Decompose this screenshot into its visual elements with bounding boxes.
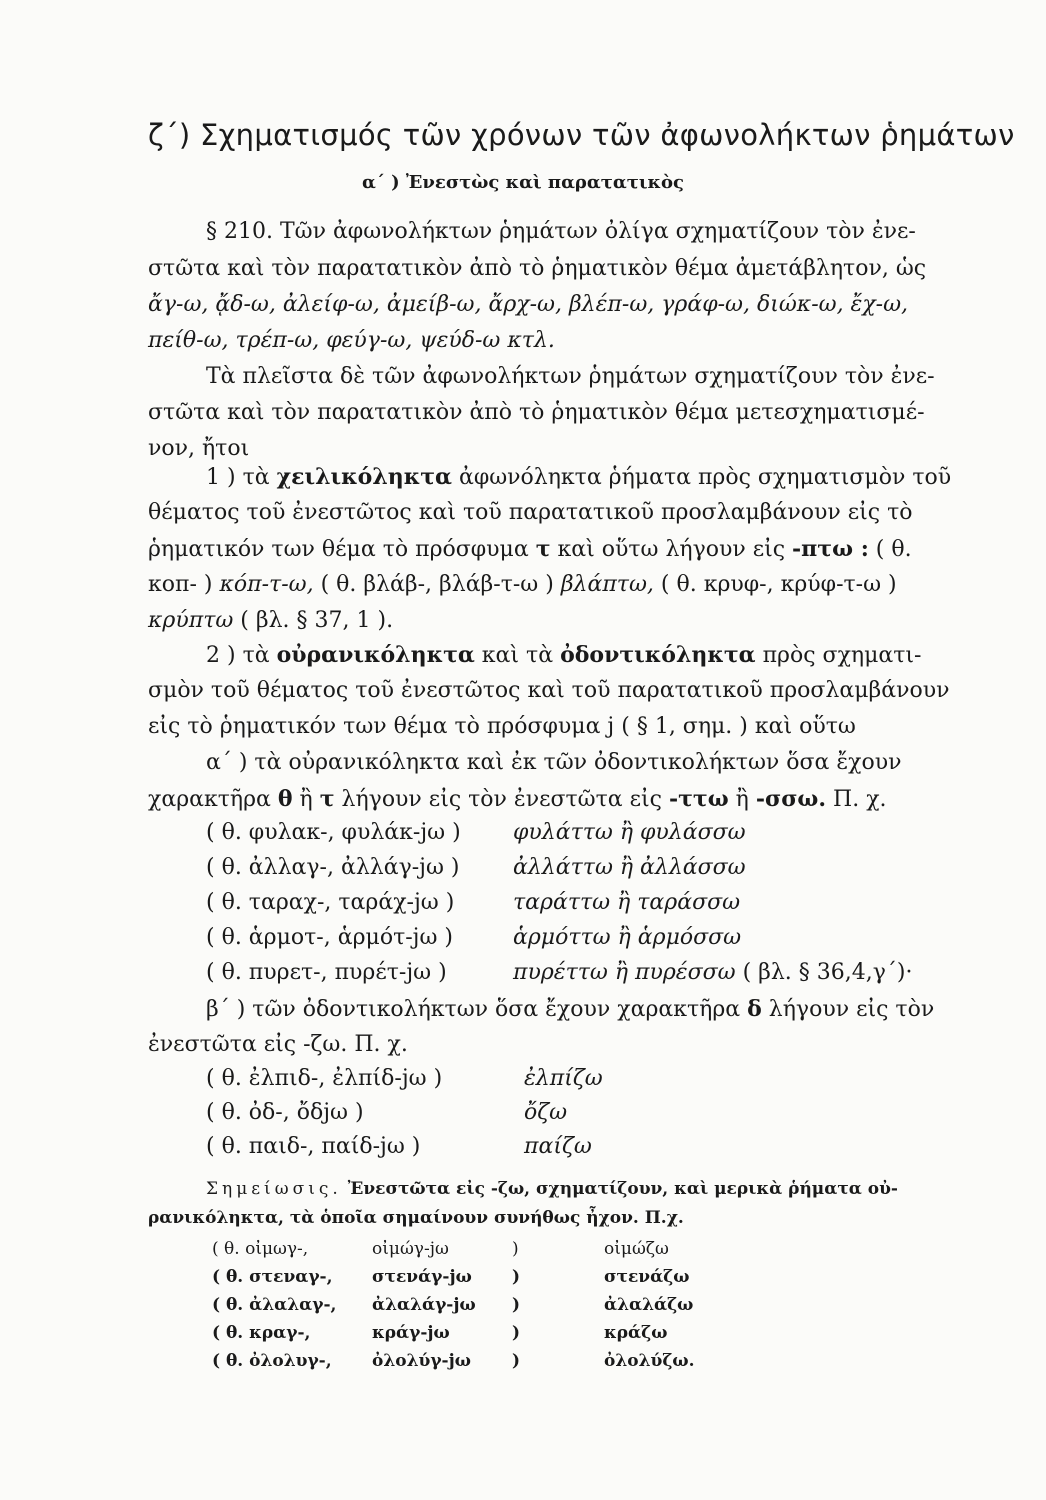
paren-cell: ) — [512, 1239, 519, 1259]
note-text: Ἐνεστῶτα εἰς -ζω, σχηματίζουν, καὶ μερικὰ ῥήματα οὐ- — [341, 1179, 898, 1199]
text-run: ( θ. κρυφ-, κρύφ-τ-ω ) — [653, 572, 897, 597]
result-cell: φυλάττω ἢ φυλάσσω — [513, 820, 746, 845]
table-row — [206, 888, 741, 918]
paragraph-line: θέματος τοῦ ἐνεστῶτος καὶ τοῦ παρατατικοῦ προσλαμβάνουν εἰς τὸ — [148, 500, 913, 525]
text-run: ( βλ. § 37, 1 ). — [233, 608, 394, 633]
text-run: ῥηματικόν των θέμα τὸ πρόσφυμα — [148, 537, 536, 562]
section-title: ζ΄) Σχηματισμός τῶν χρόνων τῶν ἀφωνολήκτων ῥημάτων — [148, 118, 1015, 152]
table-row — [206, 853, 746, 883]
paragraph-line — [206, 640, 921, 671]
paragraph-line: σμὸν τοῦ θέματος τοῦ ἐνεστῶτος καὶ τοῦ παρατατικοῦ προσλαμβάνουν — [148, 678, 950, 703]
paragraph-line: α΄ ) τὰ οὐρανικόληκτα καὶ ἐκ τῶν ὀδοντικολήκτων ὅσα ἔχουν — [206, 750, 902, 775]
paragraph-line — [148, 606, 393, 636]
table-row — [206, 818, 746, 848]
text-run: πρὸς σχηματι- — [755, 643, 922, 668]
note-line: ρανικόληκτα, τὰ ὁποῖα σημαίνουν συνήθως ἦχον. Π.χ. — [148, 1208, 684, 1228]
note-table-row — [212, 1236, 669, 1262]
paragraph-line — [206, 462, 951, 493]
theme-cell: ( θ. στεναγ-, — [212, 1267, 333, 1287]
italic-form: κόπ-τ-ω, — [219, 572, 314, 597]
bold-term: τ — [535, 536, 551, 562]
paragraph-line: νον, ἤτοι — [148, 436, 250, 461]
stem-cell: στενάγ-jω — [372, 1267, 472, 1287]
paragraph-line — [148, 570, 897, 600]
paragraph-line — [206, 994, 934, 1025]
paragraph-line: ἐνεστῶτα εἰς -ζω. Π. χ. — [148, 1032, 408, 1057]
note-table-row — [212, 1320, 668, 1346]
text-run: Π. χ. — [826, 787, 887, 812]
paragraph-line: στῶτα καὶ τὸν παρατατικὸν ἀπὸ τὸ ῥηματικὸν θέμα μετεσχηματισμέ- — [148, 400, 925, 425]
bold-term: οὐρανικόληκτα — [276, 642, 475, 668]
theme-cell: ( θ. ὀδ-, ὄδjω ) — [206, 1100, 364, 1125]
table-row — [206, 958, 913, 988]
result-cell: ἀλλάττω ἢ ἀλλάσσω — [513, 855, 746, 880]
italic-form: κρύπτω — [148, 608, 234, 633]
theme-cell: ( θ. οἰμωγ-, — [212, 1239, 309, 1259]
note-line — [206, 1176, 898, 1202]
result-cell: ἐλπίζω — [524, 1066, 603, 1091]
theme-cell: ( θ. πυρετ-, πυρέτ-jω ) — [206, 960, 447, 985]
text-run: κοπ- ) — [148, 572, 220, 597]
theme-cell: ( θ. φυλακ-, φυλάκ-jω ) — [206, 820, 461, 845]
paren-cell: ) — [512, 1295, 521, 1315]
italic-form: βλάπτω, — [560, 572, 654, 597]
stem-cell: ἀλαλάγ-jω — [372, 1295, 476, 1315]
text-run: λήγουν εἰς τὸν ἐνεστῶτα εἰς — [334, 787, 669, 812]
bold-term: τ — [319, 786, 335, 812]
theme-cell: ( θ. ἀλλαγ-, ἀλλάγ-jω ) — [206, 855, 460, 880]
result-cell: στενάζω — [604, 1267, 690, 1287]
paragraph-line — [148, 784, 887, 815]
bold-term: δ — [747, 996, 762, 1022]
result-cell: οἰμώζω — [604, 1239, 669, 1259]
note-label: Σημείωσις. — [206, 1179, 342, 1199]
theme-cell: ( θ. παιδ-, παίδ-jω ) — [206, 1134, 421, 1159]
note-table-row — [212, 1348, 695, 1374]
paragraph-line — [148, 534, 912, 565]
result-cell — [513, 958, 913, 988]
paren-cell: ) — [512, 1267, 521, 1287]
text-run: ἢ — [292, 787, 320, 812]
paragraph-line: πείθ-ω, τρέπ-ω, φεύγ-ω, ψεύδ-ω κτλ. — [148, 328, 555, 353]
result-cell: ταράττω ἢ ταράσσω — [513, 890, 741, 915]
result-cell: ἀλαλάζω — [604, 1295, 694, 1315]
bold-term: -πτω : — [792, 536, 869, 562]
paragraph-line: § 210. Τῶν ἀφωνολήκτων ῥημάτων ὀλίγα σχηματίζουν τὸν ἐνε- — [206, 219, 916, 244]
paragraph-line: ἄγ-ω, ᾄδ-ω, ἀλείφ-ω, ἀμείβ-ω, ἄρχ-ω, βλέπ-ω, γράφ-ω, διώκ-ω, ἔχ-ω, — [148, 292, 909, 317]
theme-cell: ( θ. κραγ-, — [212, 1323, 311, 1343]
result-cell: παίζω — [524, 1134, 592, 1159]
text-run: καὶ οὕτω λήγουν εἰς — [550, 537, 793, 562]
text-run: ( θ. — [868, 537, 912, 562]
bold-term: -σσω. — [755, 786, 827, 812]
text-run: β΄ ) τῶν ὀδοντικολήκτων ὅσα ἔχουν χαρακτῆρα — [206, 997, 748, 1022]
reference-note: ( βλ. § 36,4,γ΄)· — [735, 960, 913, 985]
result-cell: κράζω — [604, 1323, 668, 1343]
paragraph-line: στῶτα καὶ τὸν παρατατικὸν ἀπὸ τὸ ῥηματικὸν θέμα ἀμετάβλητον, ὡς — [148, 256, 927, 281]
stem-cell: ὀλολύγ-jω — [372, 1351, 471, 1371]
table-row — [206, 1132, 592, 1162]
note-table-row — [212, 1264, 690, 1290]
theme-cell: ( θ. ἐλπιδ-, ἐλπίδ-jω ) — [206, 1066, 443, 1091]
text-run: ( θ. βλάβ-, βλάβ-τ-ω ) — [313, 572, 561, 597]
table-row — [206, 923, 742, 953]
result-cell: ἁρμόττω ἢ ἁρμόσσω — [513, 925, 742, 950]
section-subtitle: α΄ ) Ἐνεστὼς καὶ παρατατικὸς — [361, 172, 684, 193]
text-run: καὶ τὰ — [474, 643, 561, 668]
text-run: χαρακτῆρα — [148, 787, 278, 812]
paren-cell: ) — [512, 1323, 521, 1343]
text-run: 1 ) τὰ — [206, 465, 277, 490]
table-row — [206, 1098, 568, 1128]
stem-cell: οἰμώγ-jω — [372, 1239, 449, 1259]
theme-cell: ( θ. ταραχ-, ταράχ-jω ) — [206, 890, 455, 915]
theme-cell: ( θ. ἁρμοτ-, ἁρμότ-jω ) — [206, 925, 454, 950]
bold-term: χειλικόληκτα — [276, 464, 452, 490]
table-row — [206, 1064, 603, 1094]
paren-cell: ) — [512, 1351, 521, 1371]
paragraph-line: εἰς τὸ ῥηματικόν των θέμα τὸ πρόσφυμα j ( § 1, σημ. ) καὶ οὕτω — [148, 714, 856, 739]
theme-cell: ( θ. ὀλολυγ-, — [212, 1351, 332, 1371]
stem-cell: κράγ-jω — [372, 1323, 450, 1343]
theme-cell: ( θ. ἀλαλαγ-, — [212, 1295, 337, 1315]
bold-term: -ττω — [668, 786, 729, 812]
text-run: λήγουν εἰς τὸν — [761, 997, 935, 1022]
result-cell: ὀλολύζω. — [604, 1351, 695, 1371]
note-table-row — [212, 1292, 694, 1318]
paragraph-line: Τὰ πλεῖστα δὲ τῶν ἀφωνολήκτων ῥημάτων σχηματίζουν τὸν ἐνε- — [206, 364, 935, 389]
result-text: πυρέττω ἢ πυρέσσω — [513, 960, 736, 985]
bold-term: θ — [277, 786, 293, 812]
text-run: 2 ) τὰ — [206, 643, 277, 668]
bold-term: ὀδοντικόληκτα — [560, 642, 756, 668]
result-cell: ὄζω — [524, 1100, 568, 1125]
text-run: ἢ — [728, 787, 756, 812]
text-run: ἀφωνόληκτα ῥήματα πρὸς σχηματισμὸν τοῦ — [451, 465, 952, 490]
